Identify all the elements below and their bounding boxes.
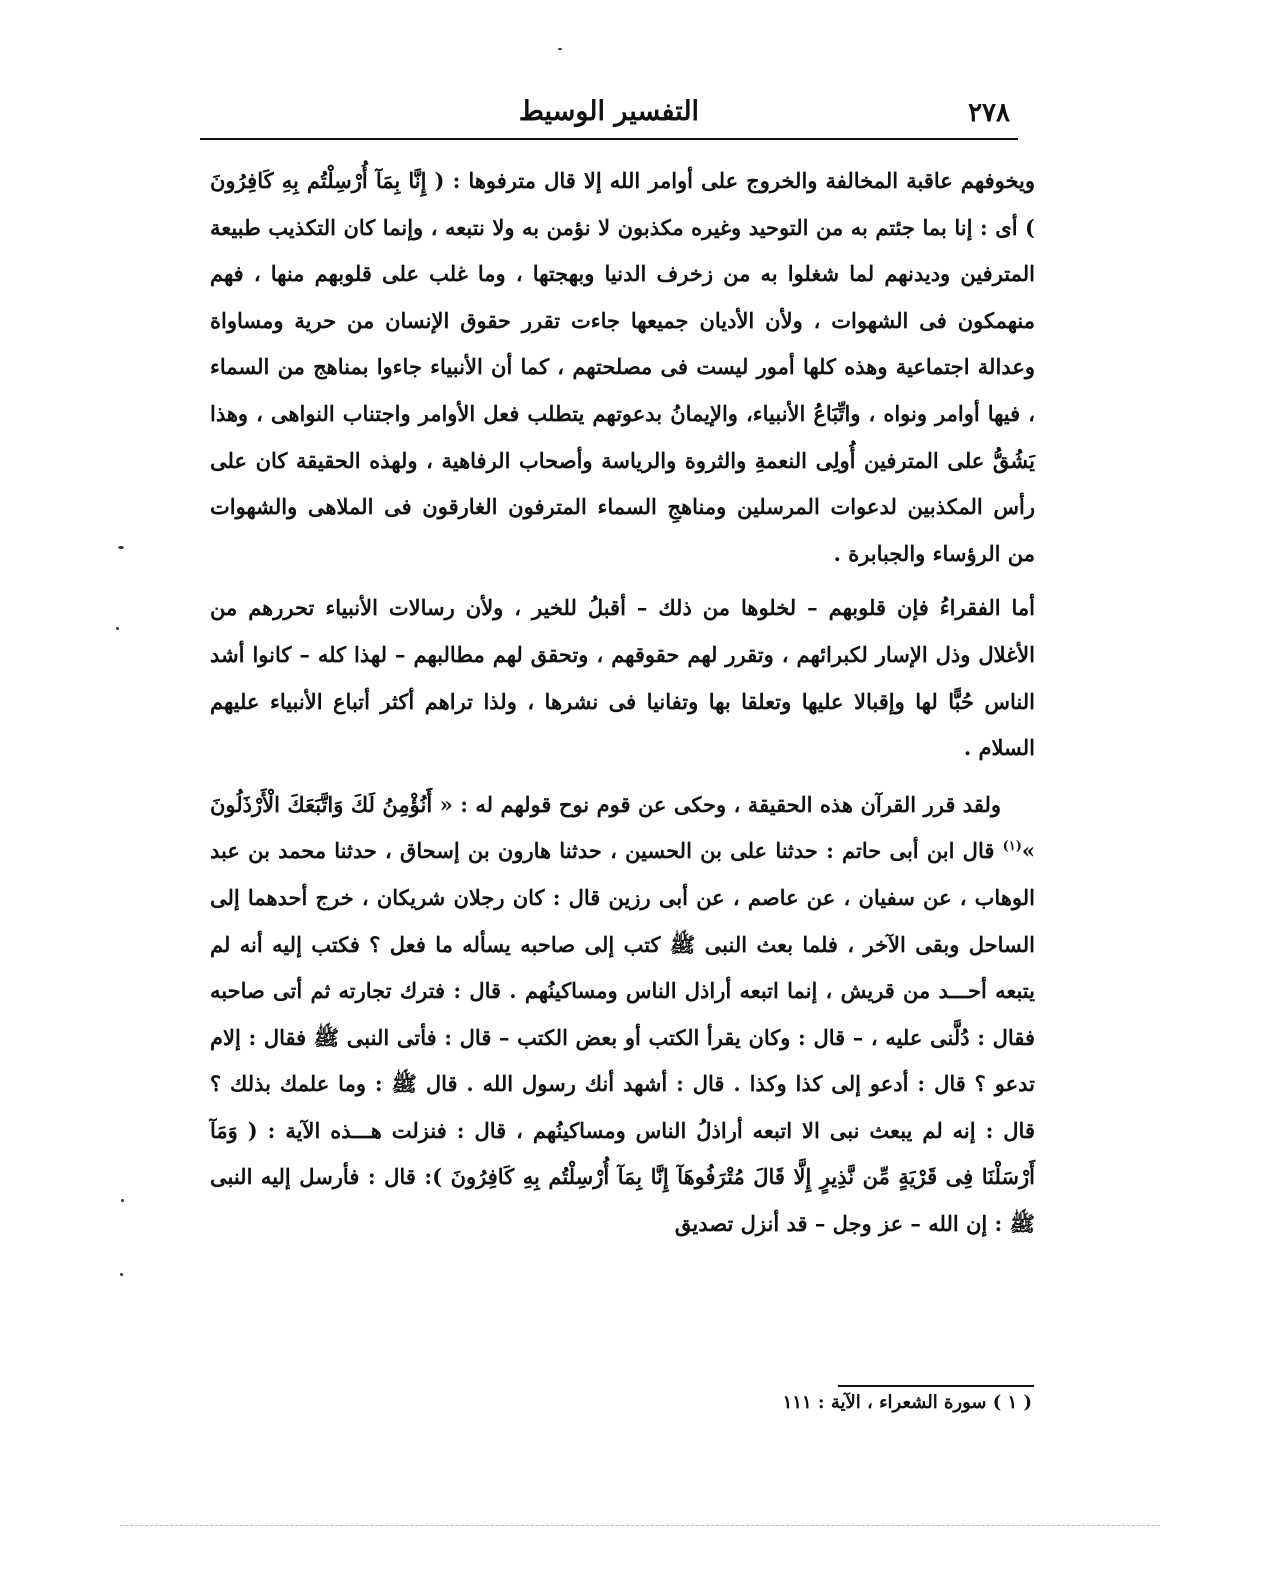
scan-speck: [116, 627, 119, 630]
page-number: ٢٧٨: [968, 98, 1010, 128]
scan-edge-line: [120, 1525, 1160, 1526]
scan-speck: [121, 1199, 124, 1202]
paragraph-3-opening: ولقد قرر القرآن هذه الحقيقة ، وحكى عن قوم نوح قولهم له : « أَنُؤْمِنُ لَكَ وَاتَّبَعَكَ الْأَرْذَلُونَ »: [210, 791, 1035, 864]
paragraph-1: ويخوفهم عاقبة المخالفة والخروج على أوامر الله إلا قال مترفوها : ( إِنَّا بِمَآ أُرْسِلْتُم بِهِ كَافِرُونَ ) أى : إنا بما جئتم به من التوحيد وغيره مكذبون لا نؤمن به ولا نتبعه ، وإنما كان التكذيب طبيعة المترفين وديدنهم لما شغلوا به من زخرف الدنيا وبهجتها ، وما غلب على قلوبهم منها ، فهم منهمكون فى الشهوات ، ولأن الأديان جميعها جاءت تقرر حقوق الإنسان من حرية ومساواة وعدالة اجتماعية وهذه كلها أمور ليست فى مصلحتهم ، كما أن الأنبياء جاءوا بمناهج من السماء ، فيها أوامر ونواه ، واتِّبَاعُ الأنبياء، والإيمانُ بدعوتهم يتطلب فعل الأوامر واجتناب النواهى ، وهذا يَشُقُّ على المترفين أُولِى النعمةِ والثروة والرياسة وأصحاب الرفاهية ، ولهذه الحقيقة كان على رأس المكذبين لدعوات المرسلين ومناهجِ السماء المترفون الغارقون فى الملاهى والشهوات من الرؤساء والجبابرة .: [210, 168, 1035, 566]
footnote: ( ١ ) سورة الشعراء ، الآية : ١١١: [782, 1392, 1032, 1413]
paragraph-3-continuation: قال ابن أبى حاتم : حدثنا على بن الحسين ، حدثنا هارون بن إسحاق ، حدثنا محمد بن عبد الوهاب ، عن سفيان ، عن عاصم ، عن أبى رزين قال : كان رجلان شريكان ، خرج أحدهما إلى الساحل وبقى الآخر ، فلما بعث النبى ﷺ كتب إلى صاحبه يسأله ما فعل ؟ فكتب إليه أنه لم يتبعه أحـــد من قريش ، إنما اتبعه أراذل الناس ومساكينُهم . قال : فترك تجارته ثم أتى صاحبه فقال : دُلَّنى عليه ، – قال : وكان يقرأ الكتب أو بعض الكتب – قال : فأتى النبى ﷺ فقال : إلام تدعو ؟ قال : أدعو إلى كذا وكذا . قال : أشهد أنك رسول الله . قال ﷺ : وما علمك بذلك ؟ قال : إنه لم يبعث نبى الا اتبعه أراذلُ الناس ومساكينُهم ، قال : فنزلت هـــذه الآية : ( وَمَآ أَرْسَلْنَا فِى قَرْيَةٍ مِّن نَّذِيرٍ إِلَّا قَالَ مُتْرَفُوهَآ إِنَّا بِمَآ أُرْسِلْتُم بِهِ كَافِرُونَ ): قال : فأرسل إليه النبى ﷺ : إن الله – عز وجل – قد أنزل تصديق: [210, 838, 1035, 1237]
footnote-reference-mark: (١): [1002, 839, 1022, 855]
scan-speck: [558, 48, 562, 50]
scan-speck: [118, 546, 124, 549]
header-rule: [200, 138, 1018, 140]
running-title: التفسير الوسيط: [518, 96, 700, 127]
footnote-rule: [838, 1385, 1034, 1387]
paragraph-3: [210, 782, 1035, 1248]
body-text: [210, 158, 1035, 1248]
page-header: [200, 92, 1018, 132]
paragraph-2: أما الفقراءُ فإن قلوبهم – لخلوها من ذلك – أقبلُ للخير ، ولأن رسالات الأنبياء تحررهم من الأغلال وذل الإسار لكبرائهم ، وتقرر لهم حقوقهم ، وتحقق لهم مطالبهم – لهذا كله – كانوا أشد الناس حُبًّا لها وإقبالا عليها وتعلقا بها وتفانيا فى نشرها ، ولذا تراهم أكثر أتباع الأنبياء عليهم السلام .: [210, 595, 1035, 761]
scan-speck: [120, 1273, 123, 1276]
